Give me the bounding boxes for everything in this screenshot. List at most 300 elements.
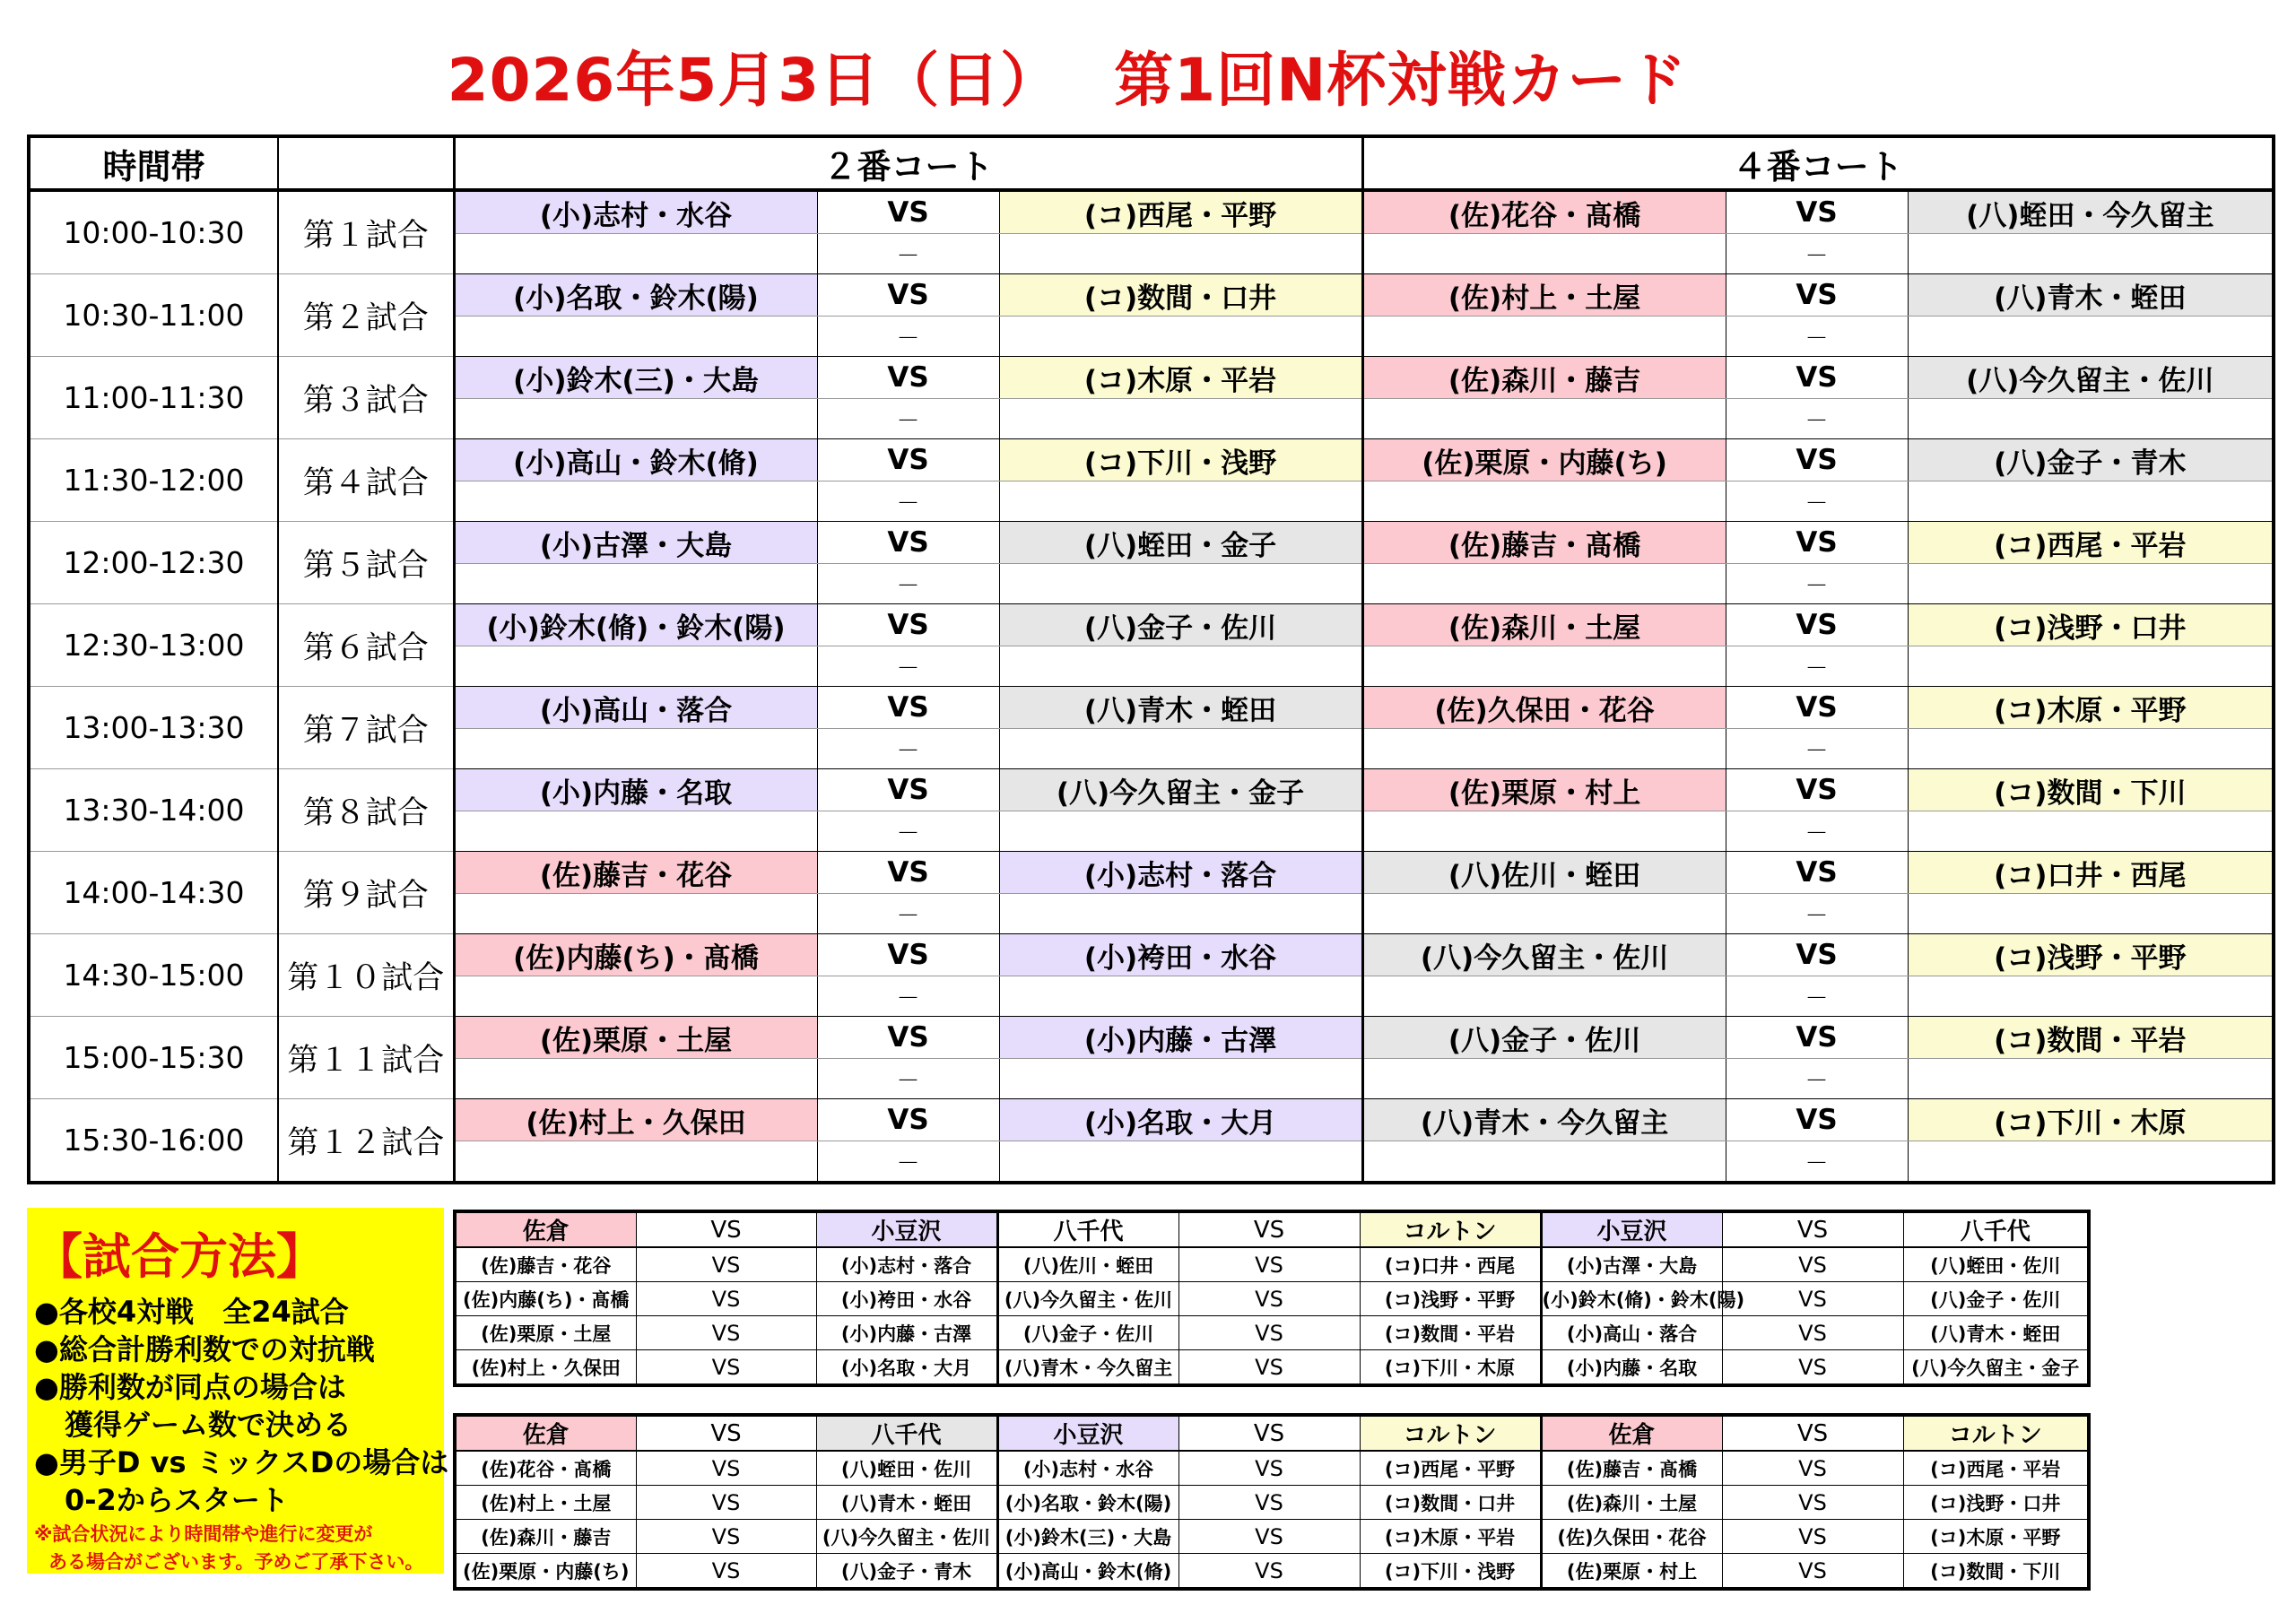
score-cell: － — [817, 481, 999, 522]
score-cell — [454, 234, 817, 274]
time-slot: 14:30-15:00 — [29, 934, 278, 1017]
player-pair: (コ)数間・平岩 — [1908, 1017, 2274, 1059]
vs-label: VS — [1722, 1520, 1903, 1554]
player-pair: (八)今久留主・金子 — [1903, 1350, 2089, 1386]
title-date: 2026年5月3日（日） — [447, 46, 1061, 115]
player-pair: (コ)木原・平岩 — [999, 357, 1362, 399]
rules-item: ●男子D vs ミックスDの場合は — [34, 1445, 449, 1479]
time-slot: 13:00-13:30 — [29, 687, 278, 769]
score-cell — [1362, 234, 1726, 274]
player-pair: (小)名取・大月 — [816, 1350, 997, 1386]
player-pair: (佐)藤吉・髙橋 — [1541, 1451, 1722, 1486]
time-slot: 11:00-11:30 — [29, 357, 278, 439]
score-cell: － — [817, 1141, 999, 1184]
vs-label: VS — [1178, 1350, 1360, 1386]
court-2-header: ２番コート — [454, 136, 1362, 190]
vs-label: VS — [1726, 934, 1908, 976]
player-pair: (八)青木・蛭田 — [1903, 1316, 2089, 1350]
summary-row — [455, 1316, 2089, 1350]
player-pair: (小)志村・落合 — [816, 1247, 997, 1282]
player-pair: (小)袴田・水谷 — [999, 934, 1362, 976]
player-pair: (小)高山・鈴木(脩) — [454, 439, 817, 481]
game-label: 第１０試合 — [278, 934, 454, 1017]
player-pair: (コ)数間・平岩 — [1360, 1316, 1541, 1350]
vs-label: VS — [1722, 1486, 1903, 1520]
player-pair: (小)古澤・大島 — [454, 522, 817, 564]
match-row — [29, 934, 2274, 976]
vs-label: VS — [1726, 852, 1908, 894]
vs-label: VS — [1722, 1350, 1903, 1386]
time-slot: 15:00-15:30 — [29, 1017, 278, 1099]
score-cell — [454, 1141, 817, 1184]
player-pair: (八)青木・蛭田 — [999, 687, 1362, 729]
match-row — [29, 769, 2274, 811]
player-pair: (小)志村・水谷 — [454, 190, 817, 234]
score-cell: － — [817, 317, 999, 357]
score-cell — [454, 976, 817, 1017]
player-pair: (小)高山・鈴木(脩) — [997, 1554, 1178, 1590]
player-pair: (小)内藤・古澤 — [999, 1017, 1362, 1059]
game-label: 第５試合 — [278, 522, 454, 604]
player-pair: (小)志村・落合 — [999, 852, 1362, 894]
score-cell — [454, 317, 817, 357]
score-cell — [999, 564, 1362, 604]
vs-label: VS — [1726, 769, 1908, 811]
player-pair: (小)鈴木(三)・大島 — [997, 1520, 1178, 1554]
player-pair: (佐)久保田・花谷 — [1362, 687, 1726, 729]
player-pair: (コ)数間・口井 — [1360, 1486, 1541, 1520]
vs-label: VS — [636, 1451, 816, 1486]
time-slot: 12:00-12:30 — [29, 522, 278, 604]
vs-label: VS — [1726, 687, 1908, 729]
score-cell — [1362, 481, 1726, 522]
vs-label: VS — [1726, 604, 1908, 646]
vs-label: VS — [817, 1099, 999, 1141]
vs-label: VS — [817, 687, 999, 729]
score-cell: － — [1726, 811, 1908, 852]
player-pair: (佐)村上・久保田 — [455, 1350, 636, 1386]
school-name: 八千代 — [816, 1415, 997, 1451]
time-slot: 10:30-11:00 — [29, 274, 278, 357]
player-pair: (小)鈴木(脩)・鈴木(陽) — [1541, 1282, 1722, 1316]
score-cell — [999, 729, 1362, 769]
score-cell — [1908, 399, 2274, 439]
vs-label: VS — [817, 1017, 999, 1059]
score-cell — [1908, 1141, 2274, 1184]
score-cell — [1908, 317, 2274, 357]
score-cell — [1908, 564, 2274, 604]
score-cell: － — [817, 976, 999, 1017]
rules-item: 0-2からスタート — [65, 1483, 289, 1517]
player-pair: (八)金子・佐川 — [1903, 1282, 2089, 1316]
vs-label: VS — [1722, 1316, 1903, 1350]
player-pair: (コ)木原・平岩 — [1360, 1520, 1541, 1554]
player-pair: (八)金子・佐川 — [1362, 1017, 1726, 1059]
schedule-body — [29, 190, 2274, 1183]
vs-label: VS — [1178, 1282, 1360, 1316]
vs-label: VS — [636, 1520, 816, 1554]
vs-label: VS — [636, 1282, 816, 1316]
player-pair: (八)青木・今久留主 — [997, 1350, 1178, 1386]
school-name: 八千代 — [1903, 1211, 2089, 1247]
score-cell: － — [817, 811, 999, 852]
player-pair: (八)蛭田・佐川 — [816, 1451, 997, 1486]
game-label: 第６試合 — [278, 604, 454, 687]
score-cell — [999, 317, 1362, 357]
summary-row — [455, 1486, 2089, 1520]
summary-header-row — [455, 1415, 2089, 1451]
vs-label: VS — [1178, 1316, 1360, 1350]
rules-item: ●勝利数が同点の場合は — [34, 1370, 346, 1404]
game-label: 第４試合 — [278, 439, 454, 522]
player-pair: (小)名取・鈴木(陽) — [454, 274, 817, 317]
score-cell — [1908, 481, 2274, 522]
time-slot: 11:30-12:00 — [29, 439, 278, 522]
player-pair: (コ)口井・西尾 — [1908, 852, 2274, 894]
match-row — [29, 1017, 2274, 1059]
vs-label: VS — [1178, 1520, 1360, 1554]
player-pair: (佐)森川・藤吉 — [1362, 357, 1726, 399]
time-slot: 13:30-14:00 — [29, 769, 278, 852]
player-pair: (八)佐川・蛭田 — [997, 1247, 1178, 1282]
score-cell: － — [1726, 564, 1908, 604]
time-slot: 14:00-14:30 — [29, 852, 278, 934]
vs-label: VS — [636, 1316, 816, 1350]
player-pair: (小)高山・落合 — [454, 687, 817, 729]
school-name: 小豆沢 — [816, 1211, 997, 1247]
game-label: 第８試合 — [278, 769, 454, 852]
game-column-header — [278, 136, 454, 190]
game-label: 第２試合 — [278, 274, 454, 357]
player-pair: (八)金子・佐川 — [997, 1316, 1178, 1350]
match-row — [29, 190, 2274, 234]
rules-item: 獲得ゲーム数で決める — [65, 1408, 352, 1442]
player-pair: (コ)口井・西尾 — [1360, 1247, 1541, 1282]
vs-label: VS — [636, 1247, 816, 1282]
player-pair: (小)内藤・名取 — [1541, 1350, 1722, 1386]
score-cell — [1908, 646, 2274, 687]
player-pair: (佐)久保田・花谷 — [1541, 1520, 1722, 1554]
schedule-table — [27, 134, 2275, 1184]
vs-label: VS — [1726, 274, 1908, 317]
summary-row — [455, 1520, 2089, 1554]
score-cell — [454, 564, 817, 604]
game-label: 第３試合 — [278, 357, 454, 439]
score-cell — [999, 1141, 1362, 1184]
player-pair: (佐)藤吉・花谷 — [455, 1247, 636, 1282]
vs-label: VS — [817, 934, 999, 976]
summary-row — [455, 1247, 2089, 1282]
schedule-header-row — [29, 136, 2274, 190]
school-name: 小豆沢 — [1541, 1211, 1722, 1247]
player-pair: (八)蛭田・今久留主 — [1908, 190, 2274, 234]
vs-label: VS — [817, 522, 999, 564]
player-pair: (佐)森川・土屋 — [1362, 604, 1726, 646]
player-pair: (八)今久留主・佐川 — [816, 1520, 997, 1554]
school-name: 佐倉 — [1541, 1415, 1722, 1451]
score-cell — [1362, 1141, 1726, 1184]
player-pair: (八)青木・今久留主 — [1362, 1099, 1726, 1141]
vs-label: VS — [1726, 190, 1908, 234]
game-label: 第９試合 — [278, 852, 454, 934]
player-pair: (佐)栗原・内藤(ち) — [455, 1554, 636, 1590]
school-name: コルトン — [1903, 1415, 2089, 1451]
score-cell — [999, 976, 1362, 1017]
player-pair: (小)志村・水谷 — [997, 1451, 1178, 1486]
rules-note: ※試合状況により時間帯や進行に変更が — [34, 1523, 373, 1545]
player-pair: (コ)西尾・平岩 — [1908, 522, 2274, 564]
player-pair: (コ)西尾・平岩 — [1903, 1451, 2089, 1486]
player-pair: (佐)花谷・髙橋 — [1362, 190, 1726, 234]
score-cell — [999, 811, 1362, 852]
game-label: 第７試合 — [278, 687, 454, 769]
player-pair: (佐)内藤(ち)・髙橋 — [455, 1282, 636, 1316]
player-pair: (佐)村上・土屋 — [455, 1486, 636, 1520]
match-row — [29, 357, 2274, 399]
score-cell — [999, 894, 1362, 934]
score-cell — [1362, 564, 1726, 604]
player-pair: (コ)下川・木原 — [1360, 1350, 1541, 1386]
score-cell — [454, 729, 817, 769]
player-pair: (小)袴田・水谷 — [816, 1282, 997, 1316]
player-pair: (八)蛭田・金子 — [999, 522, 1362, 564]
score-cell — [999, 1059, 1362, 1099]
score-cell — [454, 811, 817, 852]
score-cell: － — [1726, 399, 1908, 439]
player-pair: (佐)内藤(ち)・髙橋 — [454, 934, 817, 976]
vs-label: VS — [636, 1486, 816, 1520]
score-cell — [1362, 811, 1726, 852]
player-pair: (佐)村上・久保田 — [454, 1099, 817, 1141]
match-row — [29, 1099, 2274, 1141]
score-cell — [999, 234, 1362, 274]
score-cell: － — [1726, 234, 1908, 274]
vs-label: VS — [1726, 357, 1908, 399]
vs-label: VS — [636, 1415, 816, 1451]
player-pair: (佐)栗原・村上 — [1362, 769, 1726, 811]
player-pair: (佐)花谷・髙橋 — [455, 1451, 636, 1486]
player-pair: (八)今久留主・金子 — [999, 769, 1362, 811]
score-cell — [1362, 646, 1726, 687]
summary-row — [455, 1350, 2089, 1386]
school-name: 佐倉 — [455, 1415, 636, 1451]
score-cell — [999, 399, 1362, 439]
score-cell — [1362, 317, 1726, 357]
score-cell — [454, 399, 817, 439]
summary-table-2 — [453, 1413, 2091, 1591]
player-pair: (コ)西尾・平野 — [1360, 1451, 1541, 1486]
player-pair: (コ)下川・浅野 — [1360, 1554, 1541, 1590]
player-pair: (佐)藤吉・花谷 — [454, 852, 817, 894]
vs-label: VS — [1722, 1247, 1903, 1282]
summary-row — [455, 1451, 2089, 1486]
rules-heading: 【試合方法】 — [34, 1228, 325, 1285]
vs-label: VS — [636, 1350, 816, 1386]
score-cell — [1362, 729, 1726, 769]
score-cell — [1908, 234, 2274, 274]
player-pair: (佐)栗原・内藤(ち) — [1362, 439, 1726, 481]
vs-label: VS — [817, 439, 999, 481]
title-event: 第1回N杯対戦カード — [1114, 46, 1688, 115]
player-pair: (佐)村上・土屋 — [1362, 274, 1726, 317]
player-pair: (佐)栗原・土屋 — [455, 1316, 636, 1350]
score-cell: － — [817, 894, 999, 934]
match-row — [29, 439, 2274, 481]
score-cell: － — [1726, 894, 1908, 934]
summary-row — [455, 1282, 2089, 1316]
match-row — [29, 687, 2274, 729]
score-cell — [454, 481, 817, 522]
score-cell — [1908, 1059, 2274, 1099]
player-pair: (コ)数間・下川 — [1903, 1554, 2089, 1590]
rules-note: ある場合がございます。予めご了承下さい。 — [48, 1551, 424, 1573]
vs-label: VS — [1178, 1554, 1360, 1590]
player-pair: (小)古澤・大島 — [1541, 1247, 1722, 1282]
player-pair: (コ)下川・浅野 — [999, 439, 1362, 481]
school-name: 小豆沢 — [997, 1415, 1178, 1451]
score-cell: － — [1726, 1059, 1908, 1099]
match-row — [29, 852, 2274, 894]
player-pair: (コ)浅野・口井 — [1908, 604, 2274, 646]
score-cell: － — [817, 399, 999, 439]
player-pair: (小)鈴木(脩)・鈴木(陽) — [454, 604, 817, 646]
vs-label: VS — [636, 1554, 816, 1590]
vs-label: VS — [1726, 522, 1908, 564]
player-pair: (小)内藤・名取 — [454, 769, 817, 811]
player-pair: (佐)栗原・村上 — [1541, 1554, 1722, 1590]
vs-label: VS — [817, 852, 999, 894]
score-cell — [999, 646, 1362, 687]
player-pair: (コ)下川・木原 — [1908, 1099, 2274, 1141]
score-cell: － — [817, 564, 999, 604]
score-cell — [454, 894, 817, 934]
player-pair: (小)名取・鈴木(陽) — [997, 1486, 1178, 1520]
score-cell: － — [817, 234, 999, 274]
score-cell: － — [1726, 729, 1908, 769]
vs-label: VS — [636, 1211, 816, 1247]
summary-row — [455, 1554, 2089, 1590]
player-pair: (コ)木原・平野 — [1903, 1520, 2089, 1554]
score-cell — [454, 646, 817, 687]
vs-label: VS — [1726, 1017, 1908, 1059]
time-slot: 12:30-13:00 — [29, 604, 278, 687]
player-pair: (佐)藤吉・髙橋 — [1362, 522, 1726, 564]
player-pair: (佐)栗原・土屋 — [454, 1017, 817, 1059]
score-cell — [1362, 976, 1726, 1017]
vs-label: VS — [1722, 1415, 1903, 1451]
vs-label: VS — [1726, 439, 1908, 481]
player-pair: (コ)西尾・平野 — [999, 190, 1362, 234]
vs-label: VS — [817, 604, 999, 646]
player-pair: (八)今久留主・佐川 — [1362, 934, 1726, 976]
player-pair: (八)青木・蛭田 — [816, 1486, 997, 1520]
school-name: コルトン — [1360, 1415, 1541, 1451]
vs-label: VS — [1722, 1451, 1903, 1486]
vs-label: VS — [817, 357, 999, 399]
rules-item: ●総合計勝利数での対抗戦 — [34, 1332, 375, 1366]
vs-label: VS — [817, 274, 999, 317]
vs-label: VS — [1722, 1554, 1903, 1590]
vs-label: VS — [1178, 1486, 1360, 1520]
score-cell — [1908, 976, 2274, 1017]
vs-label: VS — [1178, 1451, 1360, 1486]
player-pair: (八)青木・蛭田 — [1908, 274, 2274, 317]
player-pair: (小)高山・落合 — [1541, 1316, 1722, 1350]
school-name: 八千代 — [997, 1211, 1178, 1247]
vs-label: VS — [1726, 1099, 1908, 1141]
player-pair: (コ)木原・平野 — [1908, 687, 2274, 729]
player-pair: (佐)森川・土屋 — [1541, 1486, 1722, 1520]
vs-label: VS — [1178, 1247, 1360, 1282]
player-pair: (コ)浅野・平野 — [1908, 934, 2274, 976]
score-cell — [1908, 894, 2274, 934]
score-cell — [999, 481, 1362, 522]
player-pair: (小)鈴木(三)・大島 — [454, 357, 817, 399]
player-pair: (八)金子・青木 — [1908, 439, 2274, 481]
score-cell: － — [1726, 976, 1908, 1017]
game-label: 第１１試合 — [278, 1017, 454, 1099]
player-pair: (八)佐川・蛭田 — [1362, 852, 1726, 894]
summary-table-1 — [453, 1210, 2091, 1387]
court-4-header: ４番コート — [1362, 136, 2274, 190]
time-slot: 15:30-16:00 — [29, 1099, 278, 1184]
player-pair: (八)蛭田・佐川 — [1903, 1247, 2089, 1282]
score-cell: － — [1726, 1141, 1908, 1184]
vs-label: VS — [1178, 1211, 1360, 1247]
player-pair: (八)金子・佐川 — [999, 604, 1362, 646]
player-pair: (八)金子・青木 — [816, 1554, 997, 1590]
score-cell — [454, 1059, 817, 1099]
player-pair: (コ)浅野・平野 — [1360, 1282, 1541, 1316]
player-pair: (佐)森川・藤吉 — [455, 1520, 636, 1554]
time-column-header: 時間帯 — [29, 136, 278, 190]
score-cell — [1362, 399, 1726, 439]
vs-label: VS — [817, 190, 999, 234]
summary-header-row — [455, 1211, 2089, 1247]
score-cell: － — [1726, 317, 1908, 357]
school-name: コルトン — [1360, 1211, 1541, 1247]
player-pair: (八)今久留主・佐川 — [1908, 357, 2274, 399]
player-pair: (小)名取・大月 — [999, 1099, 1362, 1141]
match-row — [29, 604, 2274, 646]
player-pair: (コ)数間・下川 — [1908, 769, 2274, 811]
player-pair: (コ)数間・口井 — [999, 274, 1362, 317]
score-cell — [1908, 811, 2274, 852]
time-slot: 10:00-10:30 — [29, 190, 278, 274]
vs-label: VS — [817, 769, 999, 811]
rules-item: ●各校4対戦 全24試合 — [34, 1295, 349, 1329]
school-name: 佐倉 — [455, 1211, 636, 1247]
player-pair: (八)今久留主・佐川 — [997, 1282, 1178, 1316]
game-label: 第１２試合 — [278, 1099, 454, 1184]
score-cell — [1362, 1059, 1726, 1099]
score-cell — [1908, 729, 2274, 769]
vs-label: VS — [1722, 1282, 1903, 1316]
rules-box — [27, 1208, 449, 1574]
score-cell: － — [817, 729, 999, 769]
score-cell: － — [817, 1059, 999, 1099]
score-cell — [1362, 894, 1726, 934]
vs-label: VS — [1722, 1211, 1903, 1247]
player-pair: (コ)浅野・口井 — [1903, 1486, 2089, 1520]
match-row — [29, 522, 2274, 564]
score-cell: － — [1726, 646, 1908, 687]
game-label: 第１試合 — [278, 190, 454, 274]
score-cell: － — [817, 646, 999, 687]
page-title — [0, 32, 2135, 117]
player-pair: (小)内藤・古澤 — [816, 1316, 997, 1350]
match-row — [29, 274, 2274, 317]
